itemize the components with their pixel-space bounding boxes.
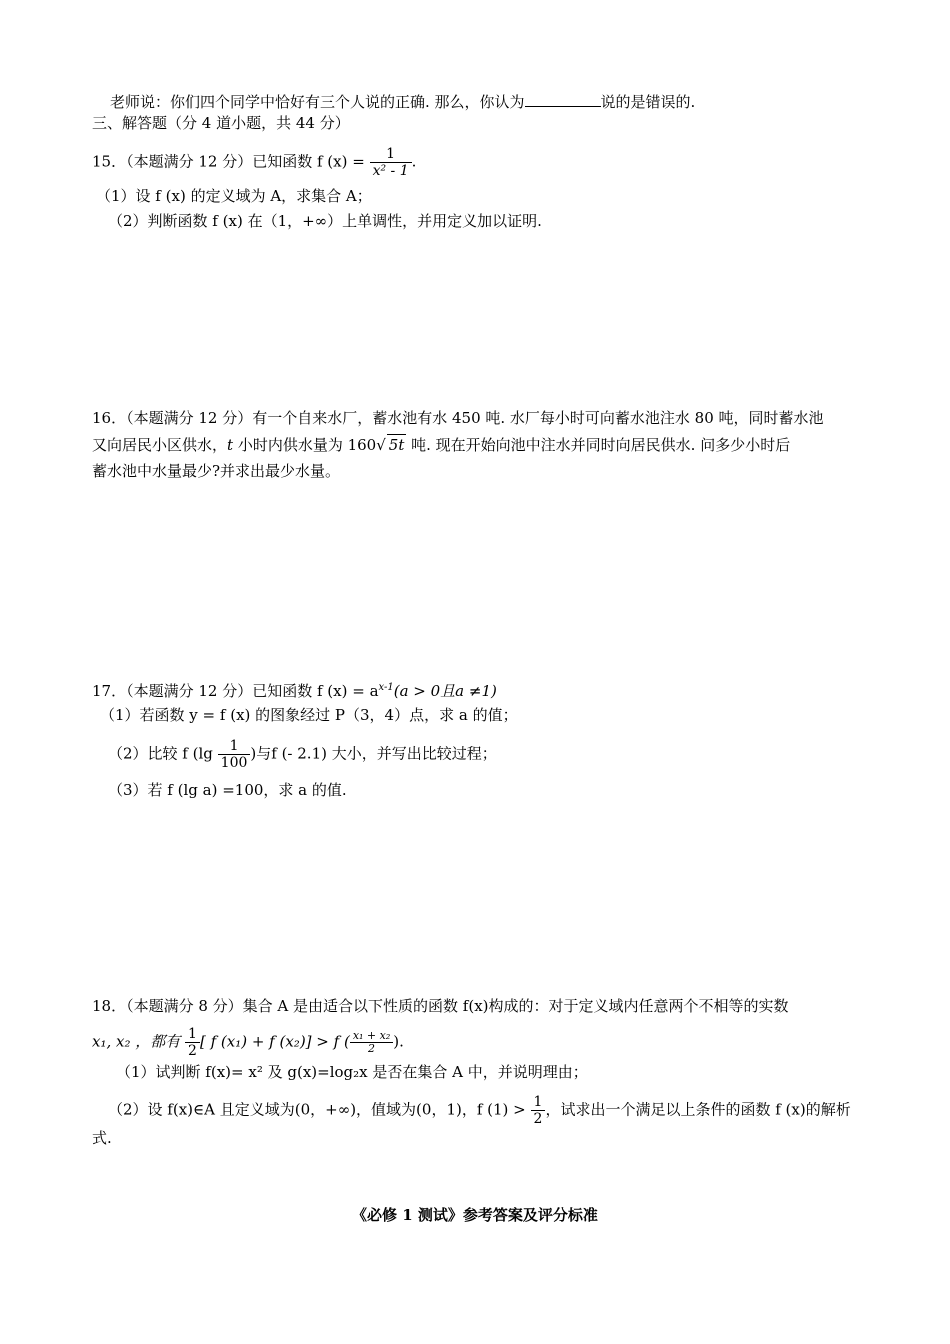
q18-frac-den: 2 bbox=[185, 1042, 200, 1059]
q18-line2 bbox=[92, 1026, 404, 1059]
q16-line1: 16．（本题满分 12 分）有一个自来水厂，蓄水池有水 450 吨. 水厂每小时可向蓄水池注水 80 吨，同时蓄水池 bbox=[92, 409, 824, 427]
q17-fraction bbox=[218, 738, 251, 771]
q18-line2-a: x₁, x₂ ，都有 bbox=[92, 1032, 181, 1051]
teacher-tail: 说的是错误的. bbox=[600, 93, 696, 111]
q15-frac-den: x² - 1 bbox=[370, 162, 412, 179]
q18-line2-b: [ f (x₁) + f (x₂)] > f ( bbox=[199, 1032, 350, 1051]
q18-fraction-p2 bbox=[531, 1094, 546, 1127]
q17-frac-den: 100 bbox=[218, 754, 251, 771]
q16-line3: 蓄水池中水量最少?并求出最少水量。 bbox=[92, 462, 341, 480]
q17-condition: (a > 0且a ≠1) bbox=[393, 682, 497, 700]
q16-line2-c: 吨. 现在开始向池中注水并同时向居民供水. 问多少小时后 bbox=[406, 436, 791, 454]
q17-exponent: x-1 bbox=[378, 682, 394, 693]
q16-line2-a: 又向居民小区供水， bbox=[92, 436, 228, 454]
q18-fraction-mid bbox=[350, 1030, 393, 1055]
q18-line1: 18．（本题满分 8 分）集合 A 是由适合以下性质的函数 f(x)构成的：对于定义域内任意两个不相等的实数 bbox=[92, 997, 789, 1015]
answer-title: 《必修 1 测试》参考答案及评分标准 bbox=[352, 1206, 598, 1224]
q15-end: . bbox=[411, 152, 417, 171]
q18-part2 bbox=[108, 1094, 851, 1127]
q15-stem bbox=[92, 146, 416, 179]
q17-lead: 17．（本题满分 12 分）已知函数 f (x) = a bbox=[92, 682, 379, 700]
q18-part2-a: （2）设 f(x)∈A 且定义域为(0，+∞)，值域为(0，1)，f (1) > bbox=[108, 1100, 526, 1119]
q18-part1: （1）试判断 f(x)= x² 及 g(x)=log₂x 是否在集合 A 中，并说明理由； bbox=[116, 1063, 588, 1081]
q17-part3: （3）若 f (lg a) =100，求 a 的值. bbox=[108, 781, 347, 799]
q18-frac-num2: x₁ + x₂ bbox=[352, 1029, 391, 1042]
q18-line2-c: ). bbox=[393, 1032, 404, 1051]
q15-fraction bbox=[370, 146, 412, 179]
q18-part2-end: 式. bbox=[92, 1129, 112, 1147]
answer-blank[interactable] bbox=[525, 92, 601, 107]
q17-part2-b: )与f (- 2.1) 大小，并写出比较过程； bbox=[250, 744, 497, 763]
q18-frac-num: 1 bbox=[188, 1026, 197, 1042]
q18-p2-frac-den: 2 bbox=[531, 1110, 546, 1127]
q18-part2-b: ，试求出一个满足以上条件的函数 f (x)的解析 bbox=[545, 1100, 851, 1119]
teacher-text: 老师说：你们四个同学中恰好有三个人说的正确. 那么，你认为 bbox=[110, 93, 525, 111]
q17-part2 bbox=[108, 738, 497, 771]
q18-frac-den2: 2 bbox=[350, 1042, 393, 1055]
q17-part1: （1）若函数 y = f (x) 的图象经过 P（3，4）点，求 a 的值； bbox=[100, 706, 518, 724]
q18-fraction-half bbox=[185, 1026, 200, 1059]
q16-line2-b: 小时内供水量为 160 bbox=[233, 436, 377, 454]
teacher-statement bbox=[110, 92, 695, 112]
q18-p2-frac-num: 1 bbox=[533, 1094, 543, 1110]
q15-part1: （1）设 f (x) 的定义域为 A，求集合 A； bbox=[96, 187, 372, 205]
q15-frac-num: 1 bbox=[386, 146, 396, 162]
q17-part2-a: （2）比较 f (lg bbox=[108, 744, 213, 763]
q16-var-t: t bbox=[227, 436, 234, 454]
q17-frac-num: 1 bbox=[229, 738, 239, 754]
q15-part2: （2）判断函数 f (x) 在（1，+∞）上单调性，并用定义加以证明. bbox=[108, 212, 542, 230]
q16-line2 bbox=[92, 434, 790, 455]
q16-sqrt-content: 5t bbox=[388, 436, 405, 454]
q15-lead: 15．（本题满分 12 分）已知函数 f (x) = bbox=[92, 152, 365, 171]
sqrt-sign: √ bbox=[376, 436, 386, 454]
q17-stem bbox=[92, 678, 497, 701]
section-heading: 三、解答题（分 4 道小题，共 44 分） bbox=[92, 114, 350, 132]
